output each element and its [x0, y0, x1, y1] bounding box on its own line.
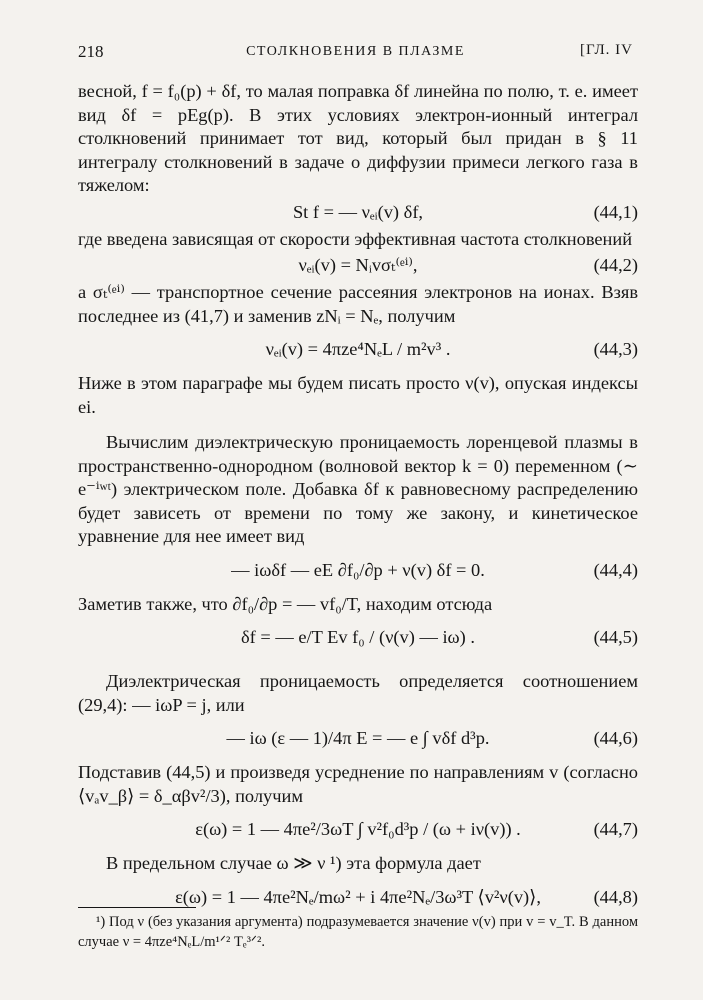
page-number: 218 — [78, 42, 104, 61]
paragraph-2: где введена зависящая от скорости эффективная частота столкновений — [78, 228, 633, 249]
equation-formula: δf = — e/T Ev f₀ / (ν(v) — iω) . — [241, 627, 475, 647]
paragraph-5: Вычислим диэлектрическую проницаемость лоренцевой плазмы в пространственно-однородном (волновой вектор k = 0) переменном (∼ e⁻ⁱʷᵗ) электрическом поле. Добавка δf к равновесному распределению будет зависеть от времени по тому же закону, и кинетическое уравнение для нее имеет вид — [78, 432, 638, 546]
chapter-label: [ГЛ. IV — [579, 42, 633, 58]
equation-number: (44,3) — [593, 339, 638, 359]
equation-formula: — iω (ε — 1)/4π E = — e ∫ vδf d³p. — [226, 728, 490, 748]
paragraph-9: В предельном случае ω ≫ ν ¹) эта формула дает — [106, 853, 481, 873]
equation-number: (44,1) — [593, 201, 638, 222]
paragraph-6: Заметив также, что ∂f₀/∂p = — vf₀/T, находим отсюда — [78, 593, 493, 614]
equation-number: (44,2) — [593, 255, 638, 275]
equation-number: (44,7) — [593, 819, 638, 839]
equation-44-1 — [78, 198, 638, 228]
equation-44-3 — [78, 328, 638, 372]
equation-44-2 — [78, 251, 638, 281]
equation-formula: ε(ω) = 1 — 4πe²/3ωT ∫ v²f₀d³p / (ω + iν(v)) . — [195, 819, 521, 839]
equation-number: (44,5) — [593, 627, 638, 647]
main-text — [78, 80, 638, 920]
equation-44-4 — [78, 549, 638, 593]
paragraph-7: Диэлектрическая проницаемость определяется соотношением (29,4): — iωP = j, или — [78, 671, 638, 715]
running-title: СТОЛКНОВЕНИЯ В ПЛАЗМЕ — [246, 44, 465, 59]
equation-number: (44,4) — [593, 559, 638, 580]
footnote-rule — [78, 907, 196, 908]
equation-formula: St f = — νₑᵢ(v) δf, — [292, 201, 424, 222]
footnote — [78, 912, 638, 952]
equation-44-6 — [78, 717, 638, 761]
equation-formula: νₑᵢ(v) = 4πze⁴NₑL / m²v³ . — [265, 339, 451, 359]
page-header — [78, 42, 633, 64]
equation-44-7 — [78, 808, 638, 852]
equation-formula: ε(ω) = 1 — 4πe²Nₑ/mω² + i 4πe²Nₑ/3ω³T ⟨v²ν(v)⟩, — [175, 886, 541, 907]
paragraph-3: а σₜ⁽ᵉⁱ⁾ — транспортное сечение рассеяния электронов на ионах. Взяв последнее из (41,7) и заменив zNᵢ = Nₑ, получим — [78, 282, 638, 326]
equation-number: (44,8) — [593, 886, 638, 907]
equation-formula: — iωδf — eE ∂f₀/∂p + ν(v) δf = 0. — [231, 559, 485, 580]
paragraph-8: Подставив (44,5) и произведя усреднение по направлениям v (согласно ⟨vₐv_β⟩ = δ_αβv²/3), получим — [78, 762, 638, 806]
paragraph-1: весной, f = f₀(p) + δf, то малая поправка δf линейна по полю, т. е. имеет вид δf = pEg(p). В этих условиях электрон-ионный интеграл столкновений принимает тот вид, который был придан в § 11 интегралу столкновений в задаче о диффузии примеси легкого газа в тяжелом: — [78, 81, 638, 195]
equation-44-5 — [78, 616, 638, 660]
paragraph-4: Ниже в этом параграфе мы будем писать просто ν(v), опуская индексы ei. — [78, 373, 638, 417]
equation-number: (44,6) — [593, 728, 638, 748]
equation-formula: νₑᵢ(v) = Nᵢvσₜ⁽ᵉⁱ⁾, — [298, 255, 418, 275]
footnote-text: ¹) Под ν (без указания аргумента) подразумевается значение ν(v) при v = v_T. В данном случае ν = 4πze⁴NₑL/m¹ᐟ² Tₑ³ᐟ². — [78, 914, 638, 950]
